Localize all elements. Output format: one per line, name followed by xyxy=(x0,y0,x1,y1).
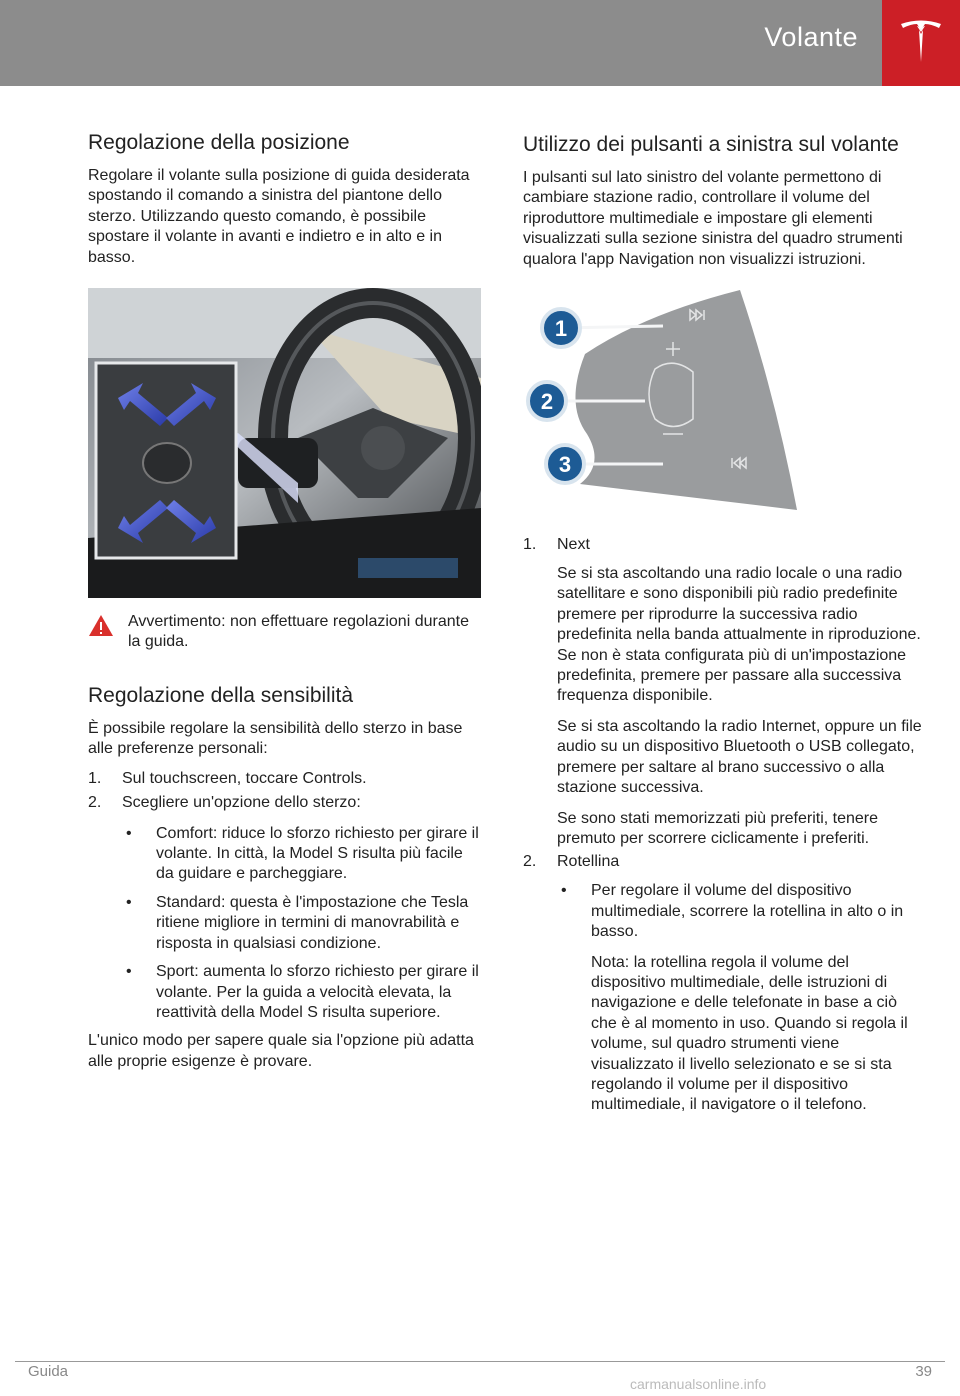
left-column xyxy=(88,128,483,1072)
sensitivity-heading: Regolazione della sensibilità xyxy=(88,683,354,707)
tesla-logo-icon xyxy=(899,18,943,66)
page-number: 39 xyxy=(915,1363,932,1380)
callout-1: 1 xyxy=(554,316,568,342)
warning-text: Avvertimento: non effettuare regolazioni durante la guida. xyxy=(128,613,469,651)
sensitivity-intro: È possibile regolare la sensibilità dello sterzo in base alle preferenze personali: xyxy=(88,719,463,758)
right-column xyxy=(523,128,923,1126)
list-item xyxy=(88,770,483,788)
option-comfort: • Comfort: riduce lo sforzo richiesto per girare il volante. In città, la Model S risulta più facile da guidare e parcheggiare. xyxy=(122,824,483,885)
list-item-next xyxy=(523,536,923,554)
warning-box xyxy=(88,612,483,653)
buttons-heading: Utilizzo dei pulsanti a sinistra sul volante xyxy=(523,133,899,156)
list-number: 1. xyxy=(523,536,537,554)
brand-logo xyxy=(882,0,960,86)
list-number: 2. xyxy=(88,793,102,811)
position-text: Regolare il volante sulla posizione di guida desiderata spostando il comando a sinistra del piantone dello sterzo. Utilizzando questo comando, è possibile spostare il volante in avanti e indietro e in alto e in basso. xyxy=(88,167,470,266)
list-number: 2. xyxy=(523,853,537,871)
option-sport: • Sport: aumenta lo sforzo richiesto per girare il volante. Per la guida a velocità elevata, la reattività della Model S risulta superiore. xyxy=(122,962,483,1023)
wheel-note: Nota: la rotellina regola il volume del dispositivo multimediale, delle istruzioni di navigazione e delle telefonate in base a ciò che è al momento in uso. Quando si regola il volume, sul quadro strumenti viene visualizzato il livello selezionato e se si sta regolando il volume per il dispositivo multimediale, il navigatore o il telefono. xyxy=(591,953,908,1114)
list-item-wheel xyxy=(523,853,923,871)
next-paragraph-2: Se si sta ascoltando la radio Internet, oppure un file audio su un dispositivo Bluetooth o USB collegato, premere per saltare al brano successivo o alla stazione successiva. xyxy=(557,717,922,797)
steering-column-photo xyxy=(88,288,481,598)
page-header xyxy=(0,0,960,86)
left-buttons-diagram xyxy=(525,284,825,516)
footer-section: Guida xyxy=(28,1363,69,1380)
next-paragraph-3: Se sono stati memorizzati più preferiti, tenere premuto per scorrere ciclicamente i preferiti. xyxy=(557,809,879,847)
watermark: carmanualsonline.info xyxy=(630,1376,767,1392)
list-number: 1. xyxy=(88,769,102,787)
closing-text: L'unico modo per sapere quale sia l'opzione più adatta alle proprie esigenze è provare. xyxy=(88,1032,474,1070)
list-text: Scegliere un'opzione dello sterzo: xyxy=(122,793,361,811)
list-text: Sul touchscreen, toccare Controls. xyxy=(122,769,367,787)
list-text: Rotellina xyxy=(557,853,620,871)
list-text: Next xyxy=(557,536,590,554)
position-heading: Regolazione della posizione xyxy=(88,131,350,154)
wheel-bullet: • Per regolare il volume del dispositivo multimediale, scorrere la rotellina in alto o in basso. xyxy=(557,881,923,942)
buttons-intro: I pulsanti sul lato sinistro del volante permettono di cambiare stazione radio, controllare il volume del riproduttore multimediale e impostare gli elementi visualizzati sulla sezione sinistra del quadro strumenti qualora l'app Navigation non visualizzi istruzioni. xyxy=(523,169,903,268)
list-item xyxy=(88,794,483,812)
page-title: Volante xyxy=(764,22,858,52)
option-standard: • Standard: questa è l'impostazione che Tesla ritiene migliore in termini di manovrabilità e risposta in qualsiasi condizione. xyxy=(122,893,483,954)
callout-3: 3 xyxy=(558,452,572,478)
callout-2: 2 xyxy=(540,389,554,415)
footer-divider xyxy=(15,1361,945,1362)
next-paragraph-1: Se si sta ascoltando una radio locale o una radio satellitare e sono disponibili più radio predefinite premere per riprodurre la successiva radio predefinita nella banda attualmente in riproduzione. Se non è stata configurata più di un'impostazione predefinita, premere per passare alla successiva frequenza disponibile. xyxy=(557,565,921,705)
warning-icon xyxy=(88,614,114,637)
